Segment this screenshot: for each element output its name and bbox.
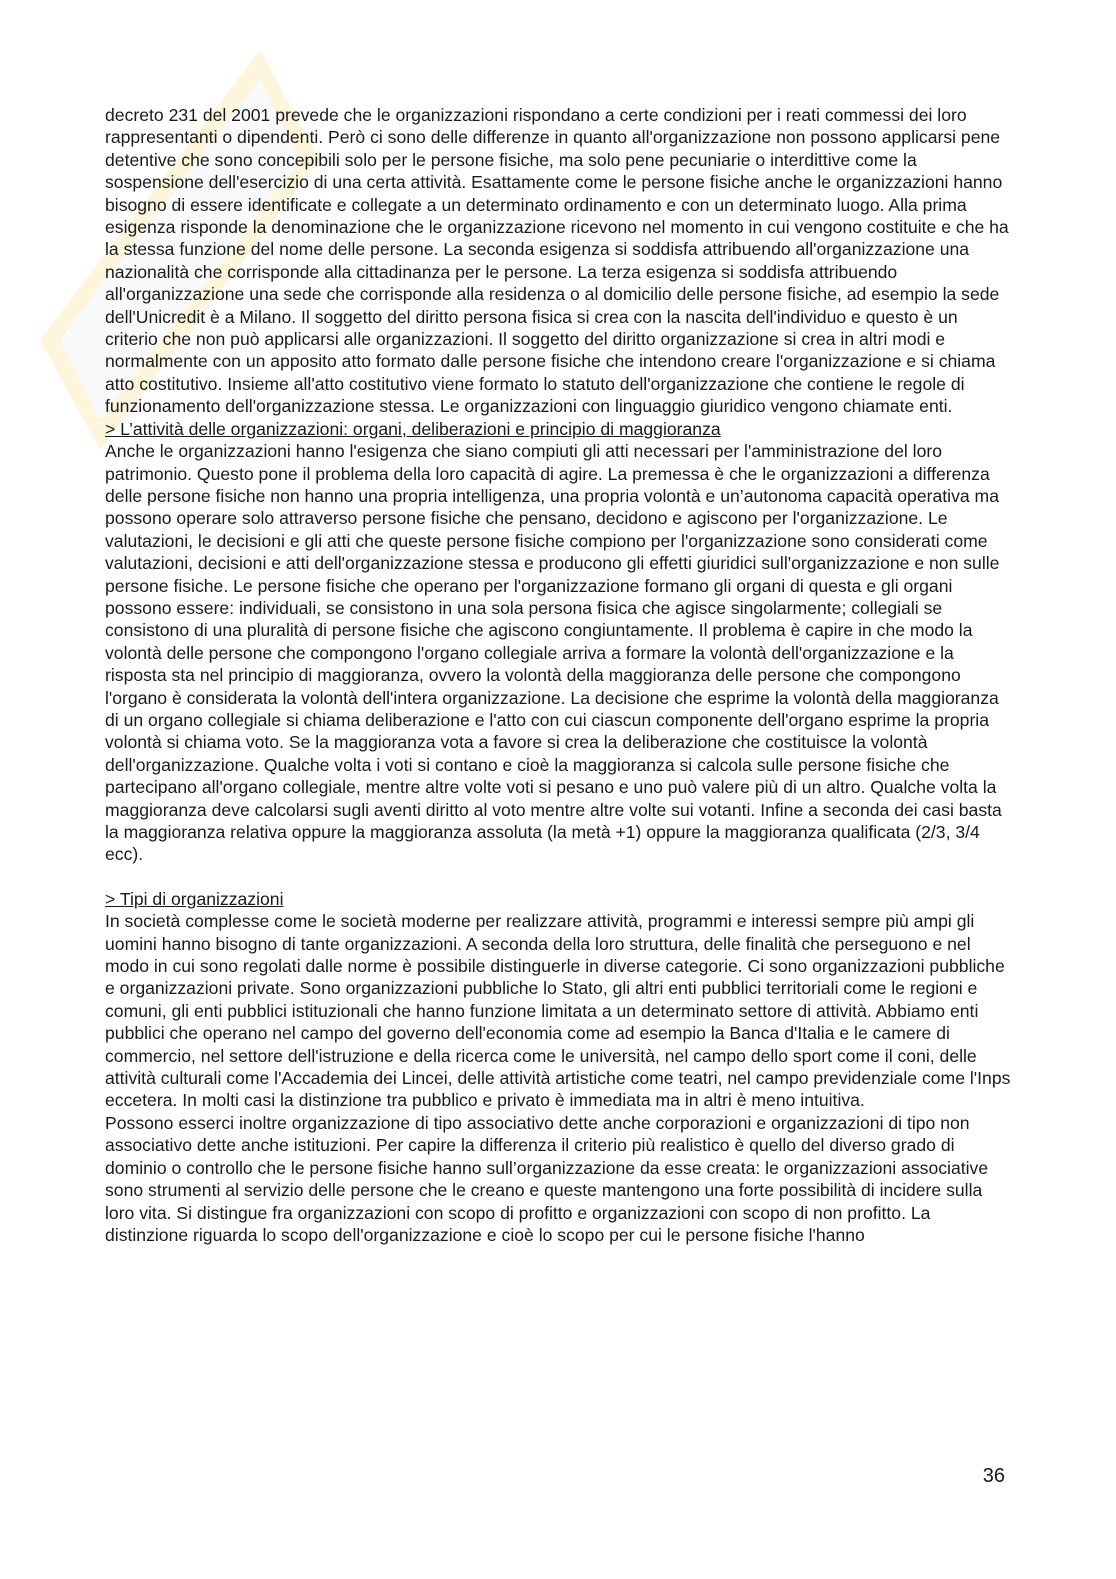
paragraph-spacer <box>105 866 1015 888</box>
section-heading-attivita-organizzazioni: > L’attività delle organizzazioni: organi, deliberazioni e principio di maggioranza <box>105 418 721 439</box>
paragraph-organizzazioni-pubbliche-private: In società complesse come le società moderne per realizzare attività, programmi e interessi sempre più ampi gli uomini hanno bisogno di tante organizzazioni. A seconda della loro struttura, delle finalità che perseguono e nel modo in cui sono regolati dalle norme è possibile distinguerle in diverse categorie. Ci sono organizzazioni pubbliche e organizzazioni private. Sono organizzazioni pubbliche lo Stato, gli altri enti pubblici territoriali come le regioni e comuni, gli enti pubblici istituzionali che hanno funzione limitata a un determinato settore di attività. Abbiamo enti pubblici che operano nel campo del governo dell'economia come ad esempio la Banca d'Italia e le camere di commercio, nel settore dell'istruzione e della ricerca come le università, nel campo dello sport come il coni, delle attività culturali come l'Accademia dei Lincei, delle attività artistiche come teatri, nel campo previdenziale come l'Inps eccetera. In molti casi la distinzione tra pubblico e privato è immediata ma in altri è meno intuitiva. <box>105 911 1011 1111</box>
paragraph-organi-maggioranza: Anche le organizzazioni hanno l'esigenza che siano compiuti gli atti necessari per l'amministrazione del loro patrimonio. Questo pone il problema della loro capacità di agire. La premessa è che le organizzazioni a differenza delle persone fisiche non hanno una propria intelligenza, una propria volontà e un’autonoma capacità operativa ma possono operare solo attraverso persone fisiche che pensano, decidono e agiscono per l'organizzazione. Le valutazioni, le decisioni e gli atti che queste persone fisiche compiono per l'organizzazione sono considerati come valutazioni, decisioni e atti dell'organizzazione stessa e producono gli effetti giuridici sull'organizzazione e non sulle persone fisiche. Le persone fisiche che operano per l'organizzazione formano gli organi di questa e gli organi possono essere: individuali, se consistono in una sola persona fisica che agisce singolarmente; collegiali se consistono di una pluralità di persone fisiche che agiscono congiuntamente. Il problema è capire in che modo la volontà delle persone che compongono l'organo collegiale arriva a formare la volontà dell'organizzazione e la risposta sta nel principio di maggioranza, ovvero la volontà della maggioranza delle persone che compongono l'organo è considerata la volontà dell'intera organizzazione. La decisione che esprime la volontà della maggioranza di un organo collegiale si chiama deliberazione e l'atto con cui ciascun componente dell'organo esprime la propria volontà si chiama voto. Se la maggioranza vota a favore si crea la deliberazione che costituisce la volontà dell'organizzazione. Qualche volta i voti si contano e cioè la maggioranza si calcola sulle persone fisiche che partecipano all'organo collegiale, mentre altre volte voti si pesano e uno può valere più di un altro. Qualche volta la maggioranza deve calcolarsi sugli aventi diritto al voto mentre altre volte sui votanti. Infine a seconda dei casi basta la maggioranza relativa oppure la maggioranza assoluta (la metà +1) oppure la maggioranza qualificata (2/3, 3/4 ecc). <box>105 441 1002 865</box>
paragraph-organizzazioni-associative: Possono esserci inoltre organizzazione di tipo associativo dette anche corporazioni e organizzazioni di tipo non associativo dette anche istituzioni. Per capire la differenza il criterio più realistico è quello del diverso grado di dominio o controllo che le persone fisiche hanno sull’organizzazione da esse creata: le organizzazioni associative sono strumenti al servizio delle persone che le creano e queste mantengono una forte possibilità di incidere sulla loro vita. Si distingue fra organizzazioni con scopo di profitto e organizzazioni con scopo di non profitto. La distinzione riguarda lo scopo dell'organizzazione e cioè lo scopo per cui le persone fisiche l'hanno <box>105 1112 989 1245</box>
section-heading-tipi-organizzazioni: > Tipi di organizzazioni <box>105 888 284 909</box>
document-body <box>105 104 1015 1246</box>
page-number: 36 <box>982 1465 1005 1487</box>
paragraph-identificazione-organizzazioni: decreto 231 del 2001 prevede che le organizzazioni rispondano a certe condizioni per i reati commessi dei loro rappresentanti o dipendenti. Però ci sono delle differenze in quanto all'organizzazione non possono applicarsi pene detentive che sono concepibili solo per le persone fisiche, ma solo pene pecuniarie o interdittive come la sospensione dell'esercizio di una certa attività. Esattamente come le persone fisiche anche le organizzazioni hanno bisogno di essere identificate e collegate a un determinato ordinamento e con un determinato luogo. Alla prima esigenza risponde la denominazione che le organizzazione ricevono nel momento in cui vengono costituite e che ha la stessa funzione del nome delle persone. La seconda esigenza si soddisfa attribuendo all'organizzazione una nazionalità che corrisponde alla cittadinanza per le persone. La terza esigenza si soddisfa attribuendo all'organizzazione una sede che corrisponde alla residenza o al domicilio delle persone fisiche, ad esempio la sede dell'Unicredit è a Milano. Il soggetto del diritto persona fisica si crea con la nascita dell'individuo e questo è un criterio che non può applicarsi alle organizzazioni. Il soggetto del diritto organizzazione si crea in altri modi e normalmente con un apposito atto formato dalle persone fisiche che intendono creare l'organizzazione e si chiama atto costitutivo. Insieme all'atto costitutivo viene formato lo statuto dell'organizzazione che contiene le regole di funzionamento dell'organizzazione stessa. Le organizzazioni con linguaggio giuridico vengono chiamate enti. <box>105 105 1009 417</box>
